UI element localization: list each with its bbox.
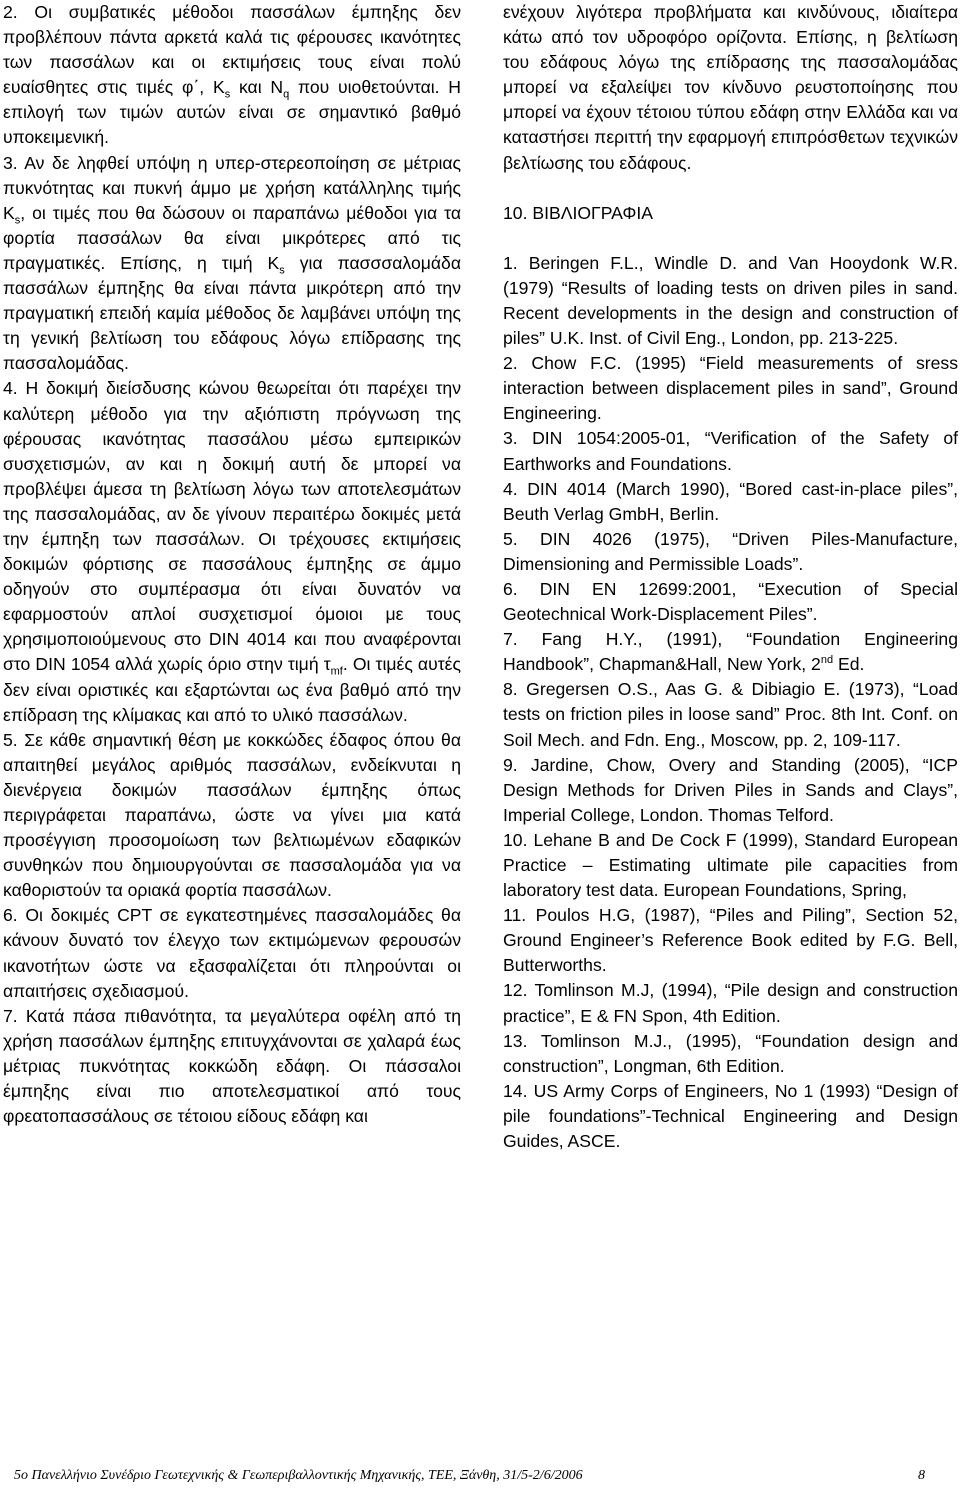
- continuation-paragraph: ενέχουν λιγότερα προβλήματα και κινδύνους, ιδιαίτερα κάτω από τον υδροφόρο ορίζοντα. Επίσης, η βελτίωση του εδάφους λόγω της επίδρασης της πασσαλομάδας μπορεί να εξαλείψει τον κίνδυνο ρευστοποίησης που μπορεί να έχουν τέτοιου τύπου εδάφη στην Ελλάδα και να καταστήσει περιττή την εφαρμογή επιπρόσθετων τεχνικών βελτίωσης του εδάφους.: [503, 2, 958, 173]
- page-footer: [0, 1468, 960, 1488]
- left-column: [3, 0, 461, 1129]
- reference-item: 7. Fang H.Y., (1991), “Foundation Engineering Handbook”, Chapman&Hall, New York, 2nd Ed.: [503, 629, 958, 675]
- spacer: [503, 226, 958, 251]
- reference-item: 8. Gregersen O.S., Aas G. & Dibiagio E. (1973), “Load tests on friction piles in loose sand” Proc. 8th Int. Conf. on Soil Mech. and Fdn. Eng., Moscow, pp. 2, 109-117.: [503, 679, 958, 750]
- paragraph-6: 6. Οι δοκιμές CPT σε εγκατεστημένες πασσαλομάδες θα κάνουν δυνατό τον έλεγχο των εκτιμώμενων φερουσών ικανοτήτων ώστε να εξασφαλίζεται ότι πληρούνται οι απαιτήσεις σχεδιασμού.: [3, 905, 461, 1001]
- paragraph-5: 5. Σε κάθε σημαντική θέση με κοκκώδες έδαφος όπου θα απαιτηθεί μεγάλος αριθμός πασσάλων, ενδείκνυται η διενέργεια δοκιμών πασσάλων έμπηξης όπως περιγράφεται παραπάνω, ώστε να γίνει μια κατά προσέγγιση προσομοίωση των βελτιωμένων εδαφικών συνθηκών που δημιουργούνται σε πασσαλομάδα για να καθοριστούν τα οριακά φορτία πασσάλων.: [3, 729, 461, 901]
- section-heading: 10. ΒΙΒΛΙΟΓΡΑΦΙΑ: [503, 202, 654, 223]
- reference-item: 6. DIN EN 12699:2001, “Execution of Special Geotechnical Work-Displacement Piles”.: [503, 578, 958, 625]
- reference-item: 2. Chow F.C. (1995) “Field measurements of sress interaction between displacement piles in sand”, Ground Engineering.: [503, 353, 958, 424]
- paragraph-2: 2. Οι συμβατικές μέθοδοι πασσάλων έμπηξης δεν προβλέπουν πάντα αρκετά καλά τις φέρουσες ικανότητες των πασσάλων και οι εκτιμήσεις τους είναι πολύ ευαίσθητες στις τιμές φ΄, $K_s$ και $N_q$ που υιοθετούνται. Η επιλογή των τιμών αυτών είναι σε σημαντικό βαθμό υποκειμενική.: [3, 2, 461, 148]
- reference-item: 4. DIN 4014 (March 1990), “Bored cast-in-place piles”, Beuth Verlag GmbH, Berlin.: [503, 478, 958, 524]
- reference-item: 10. Lehane B and De Cock F (1999), Standard European Practice – Estimating ultimate pile capacities from laboratory test data. European Foundations, Spring,: [503, 829, 958, 901]
- page-number: 8: [918, 1468, 925, 1483]
- reference-item: 14. US Army Corps of Engineers, No 1 (1993) “Design of pile foundations”-Technical Engineering and Design Guides, ASCE.: [503, 1080, 958, 1152]
- paragraph-7: 7. Κατά πάσα πιθανότητα, τα μεγαλύτερα οφέλη από τη χρήση πασσάλων έμπηξης επιτυγχάνονται σε χαλαρά έως μέτριας πυκνότητας κοκκώδη εδάφη. Οι πάσσαλοι έμπηξης είναι πιο αποτελεσματικοί από τους φρεατοπασσάλους σε τέτοιου είδους εδάφη και: [3, 1005, 461, 1127]
- reference-item: 5. DIN 4026 (1975), “Driven Piles-Manufacture, Dimensioning and Permissible Loads”.: [503, 528, 958, 574]
- reference-item: 11. Poulos H.G, (1987), “Piles and Piling”, Section 52, Ground Engineer’s Reference Book edited by F.G. Bell, Butterworths.: [503, 905, 958, 976]
- right-column: [503, 0, 958, 1154]
- reference-item: 9. Jardine, Chow, Overy and Standing (2005), “ICP Design Methods for Driven Piles in Sands and Clays”, Imperial College, London. Thomas Telford.: [503, 754, 958, 825]
- reference-item: 1. Beringen F.L., Windle D. and Van Hooydonk W.R. (1979) “Results of loading tests on driven piles in sand. Recent developments in the design and construction of piles” U.K. Inst. of Civil Eng., London, pp. 213-225.: [503, 252, 958, 349]
- reference-item: 13. Tomlinson M.J., (1995), “Foundation design and construction”, Longman, 6th Edition.: [503, 1030, 958, 1076]
- reference-item: 3. DIN 1054:2005-01, “Verification of the Safety of Earthworks and Foundations.: [503, 428, 958, 474]
- footer-conference-text: 5ο Πανελλήνιο Συνέδριο Γεωτεχνικής & Γεωπεριβαλλοντικής Μηχανικής, ΤΕΕ, Ξάνθη, 31/5-2/6/2006: [14, 1468, 583, 1483]
- paragraph-3: 3. Αν δε ληφθεί υπόψη η υπερ-στερεοποίηση σε μέτριας πυκνότητας και πυκνή άμμο με χρήση κατάλληλης τιμής $K_s$, οι τιμές που θα δώσουν οι παραπάνω μέθοδοι για τα φορτία πασσάλων θα είναι μικρότερες από τις πραγματικές. Επίσης, η τιμή $K_s$ για πασσσαλομάδα πασσάλων έμπηξης θα είναι πάντα μικρότερη από την πραγματική επειδή καμία μέθοδος δε λαμβάνει υπόψη της τη γενική βελτίωση του εδάφους λόγω επίδρασης της πασσαλομάδας.: [3, 152, 461, 374]
- paragraph-4: 4. Η δοκιμή διείσδυσης κώνου θεωρείται ότι παρέχει την καλύτερη μέθοδο για την αξιόπιστη πρόγνωση της φέρουσας ικανότητας πασσάλου μέσω εμπειρικών συσχετισμών, αν και η δοκιμή αυτή δε μπορεί να προβλέψει άμεσα τη βελτίωση λόγω των αποτελεσμάτων της πασσαλομάδας, αν δε γίνουν περαιτέρω δοκιμές μετά την έμπηξη των πασσάλων. Οι τρέχουσες εκτιμήσεις δοκιμών φόρτισης σε πασσάλους έμπηξης σε άμμο οδηγούν στο συμπέρασμα ότι είναι δυνατόν να εφαρμοστούν απλοί συσχετισμοί όμοιοι με τους χρησιμοποιούμενους στο DIN 4014 και που αναφέρονται στο DIN 1054 αλλά χωρίς όριο στην τιμή $\tau_{mf}$. Οι τιμές αυτές δεν είναι οριστικές και εξαρτώνται ως ένα βαθμό από την επίδραση της κλίμακας και από το υλικό πασσάλων.: [3, 378, 461, 725]
- reference-item: 12. Tomlinson M.J, (1994), “Pile design and construction practice”, E & FN Spon, 4th Edition.: [503, 980, 958, 1026]
- spacer: [503, 176, 958, 201]
